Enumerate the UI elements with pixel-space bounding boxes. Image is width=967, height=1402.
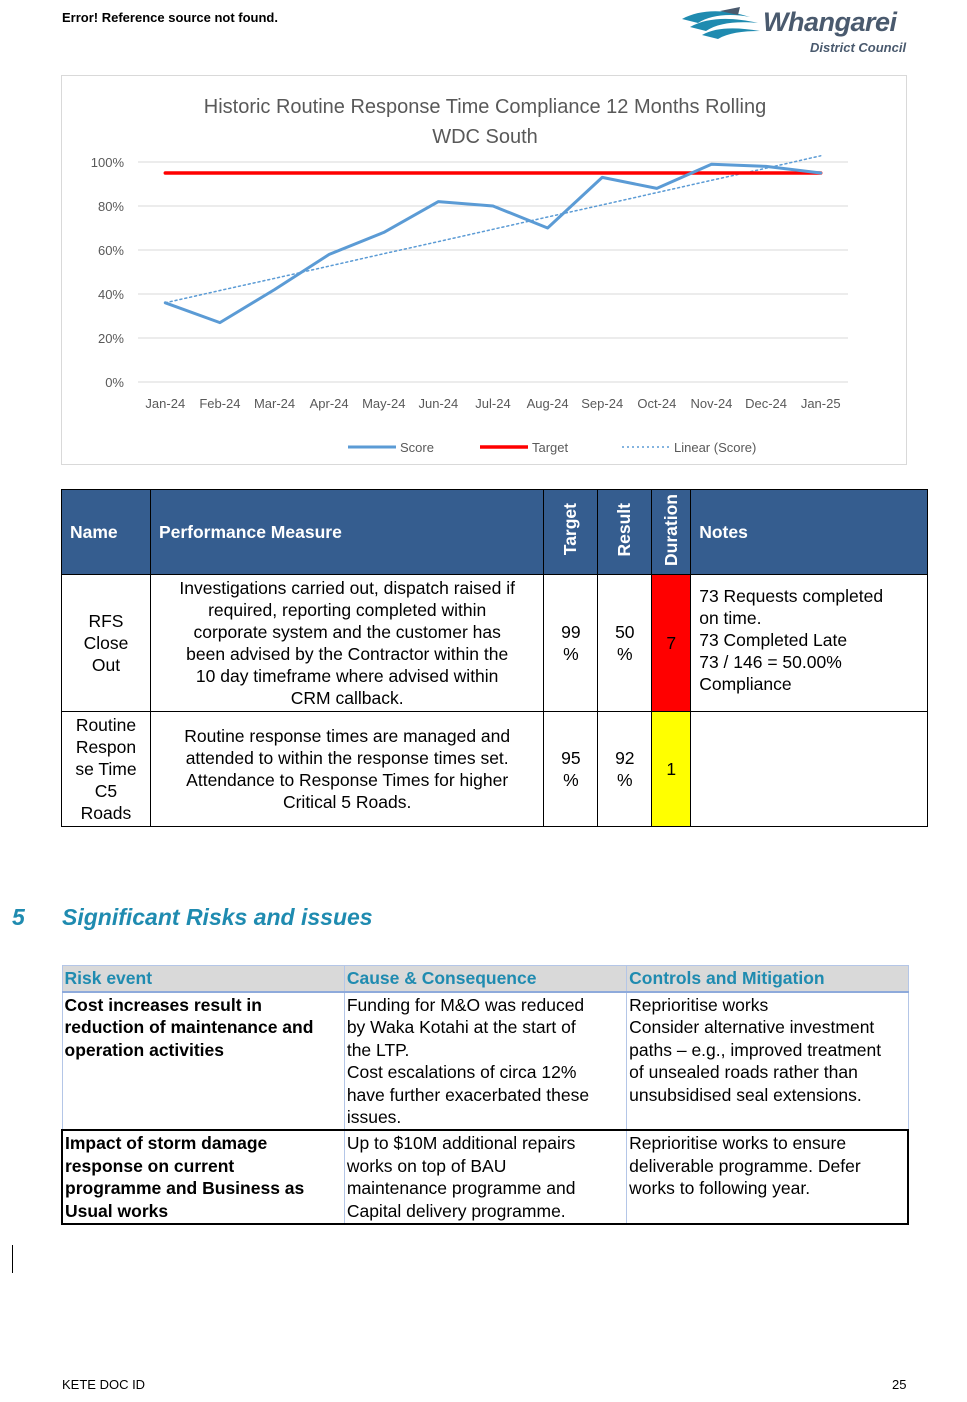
header-duration: Duration — [652, 490, 691, 575]
chart-canvas — [62, 76, 908, 466]
chart-subtitle: WDC South — [432, 126, 538, 148]
y-tick-label: 80% — [97, 199, 124, 214]
y-tick-label: 100% — [90, 155, 124, 170]
table-row — [62, 1130, 908, 1224]
row-target: 99 % — [544, 575, 598, 712]
series-line-score — [165, 164, 820, 322]
x-tick-label: Oct-24 — [637, 396, 677, 411]
performance-header-row — [62, 490, 928, 575]
x-tick-label: Jan-24 — [145, 396, 186, 411]
header-notes: Notes — [691, 490, 928, 575]
x-tick-label: Nov-24 — [690, 396, 733, 411]
section-title: Significant Risks and issues — [62, 904, 373, 930]
performance-table — [61, 489, 928, 827]
legend-label: Linear (Score) — [674, 440, 757, 455]
row-name: Routine Respon se Time C5 Roads — [62, 712, 151, 827]
reference-error-text: Error! Reference source not found. — [62, 10, 278, 25]
table-row — [62, 712, 928, 827]
y-tick-label: 20% — [97, 331, 124, 346]
legend-label: Score — [400, 440, 434, 455]
header-cause-consequence: Cause & Consequence — [344, 966, 626, 993]
x-tick-label: Sep-24 — [581, 396, 624, 411]
y-tick-label: 40% — [97, 287, 124, 302]
risk-header-row — [62, 966, 908, 993]
footer-page-number: 25 — [892, 1377, 907, 1392]
x-tick-label: Jul-24 — [475, 396, 511, 411]
risk-cause: Up to $10M additional repairs works on top of BAU maintenance programme and Capital delivery programme. — [344, 1130, 626, 1224]
risk-controls: Reprioritise works Consider alternative investment paths – e.g., improved treatment of unsealed roads rather than unsubsidised seal extensions. — [627, 992, 908, 1130]
x-tick-label: Jun-24 — [418, 396, 459, 411]
header-target: Target — [544, 490, 598, 575]
risk-event: Cost increases result in reduction of maintenance and operation activities — [62, 992, 344, 1130]
y-tick-label: 60% — [97, 243, 124, 258]
row-duration-status: 7 — [652, 575, 691, 712]
row-notes — [691, 712, 928, 827]
row-measure: Routine response times are managed and attended to within the response times set. Attendance to Response Times for higher Critical 5 Roads. — [150, 712, 543, 827]
risk-table — [61, 965, 909, 1225]
header-controls-mitigation: Controls and Mitigation — [627, 966, 908, 993]
chart-title: Historic Routine Response Time Compliance 12 Months Rolling — [203, 96, 767, 118]
row-result: 50 % — [598, 575, 652, 712]
table-row — [62, 992, 908, 1130]
compliance-chart — [61, 75, 907, 465]
x-tick-label: Aug-24 — [526, 396, 569, 411]
table-row — [62, 575, 928, 712]
x-tick-label: Apr-24 — [309, 396, 349, 411]
text-cursor — [12, 1245, 13, 1273]
logo-subtitle: District Council — [810, 40, 907, 55]
header-risk-event: Risk event — [62, 966, 344, 993]
section-number: 5 — [12, 904, 25, 930]
x-tick-label: Mar-24 — [253, 396, 296, 411]
y-tick-label: 0% — [105, 375, 124, 390]
x-tick-label: Dec-24 — [745, 396, 788, 411]
row-name: RFS Close Out — [62, 575, 151, 712]
row-measure: Investigations carried out, dispatch raised if required, reporting completed within corporate system and the customer has been advised by the Contractor within the 10 day timeframe where advised within CRM callback. — [150, 575, 543, 712]
header-result: Result — [598, 490, 652, 575]
x-tick-label: May-24 — [362, 396, 406, 411]
row-target: 95 % — [544, 712, 598, 827]
row-duration-status: 1 — [652, 712, 691, 827]
legend-label: Target — [532, 440, 569, 455]
risk-event: Impact of storm damage response on current programme and Business as Usual works — [62, 1130, 344, 1224]
risk-controls: Reprioritise works to ensure deliverable programme. Defer works to following year. — [627, 1130, 908, 1224]
wave-logo-icon — [680, 5, 765, 45]
series-line-linear-score — [165, 156, 820, 303]
header-name: Name — [62, 490, 151, 575]
x-tick-label: Jan-25 — [800, 396, 841, 411]
council-logo — [680, 5, 920, 60]
row-notes: 73 Requests completed on time. 73 Completed Late 73 / 146 = 50.00% Compliance — [691, 575, 928, 712]
footer-doc-id: KETE DOC ID — [62, 1377, 146, 1392]
x-tick-label: Feb-24 — [199, 396, 241, 411]
logo-name: Whangarei — [763, 7, 897, 37]
risk-cause: Funding for M&O was reduced by Waka Kotahi at the start of the LTP. Cost escalations of circa 12% have further exacerbated these issues. — [344, 992, 626, 1130]
header-performance-measure: Performance Measure — [150, 490, 543, 575]
row-result: 92 % — [598, 712, 652, 827]
